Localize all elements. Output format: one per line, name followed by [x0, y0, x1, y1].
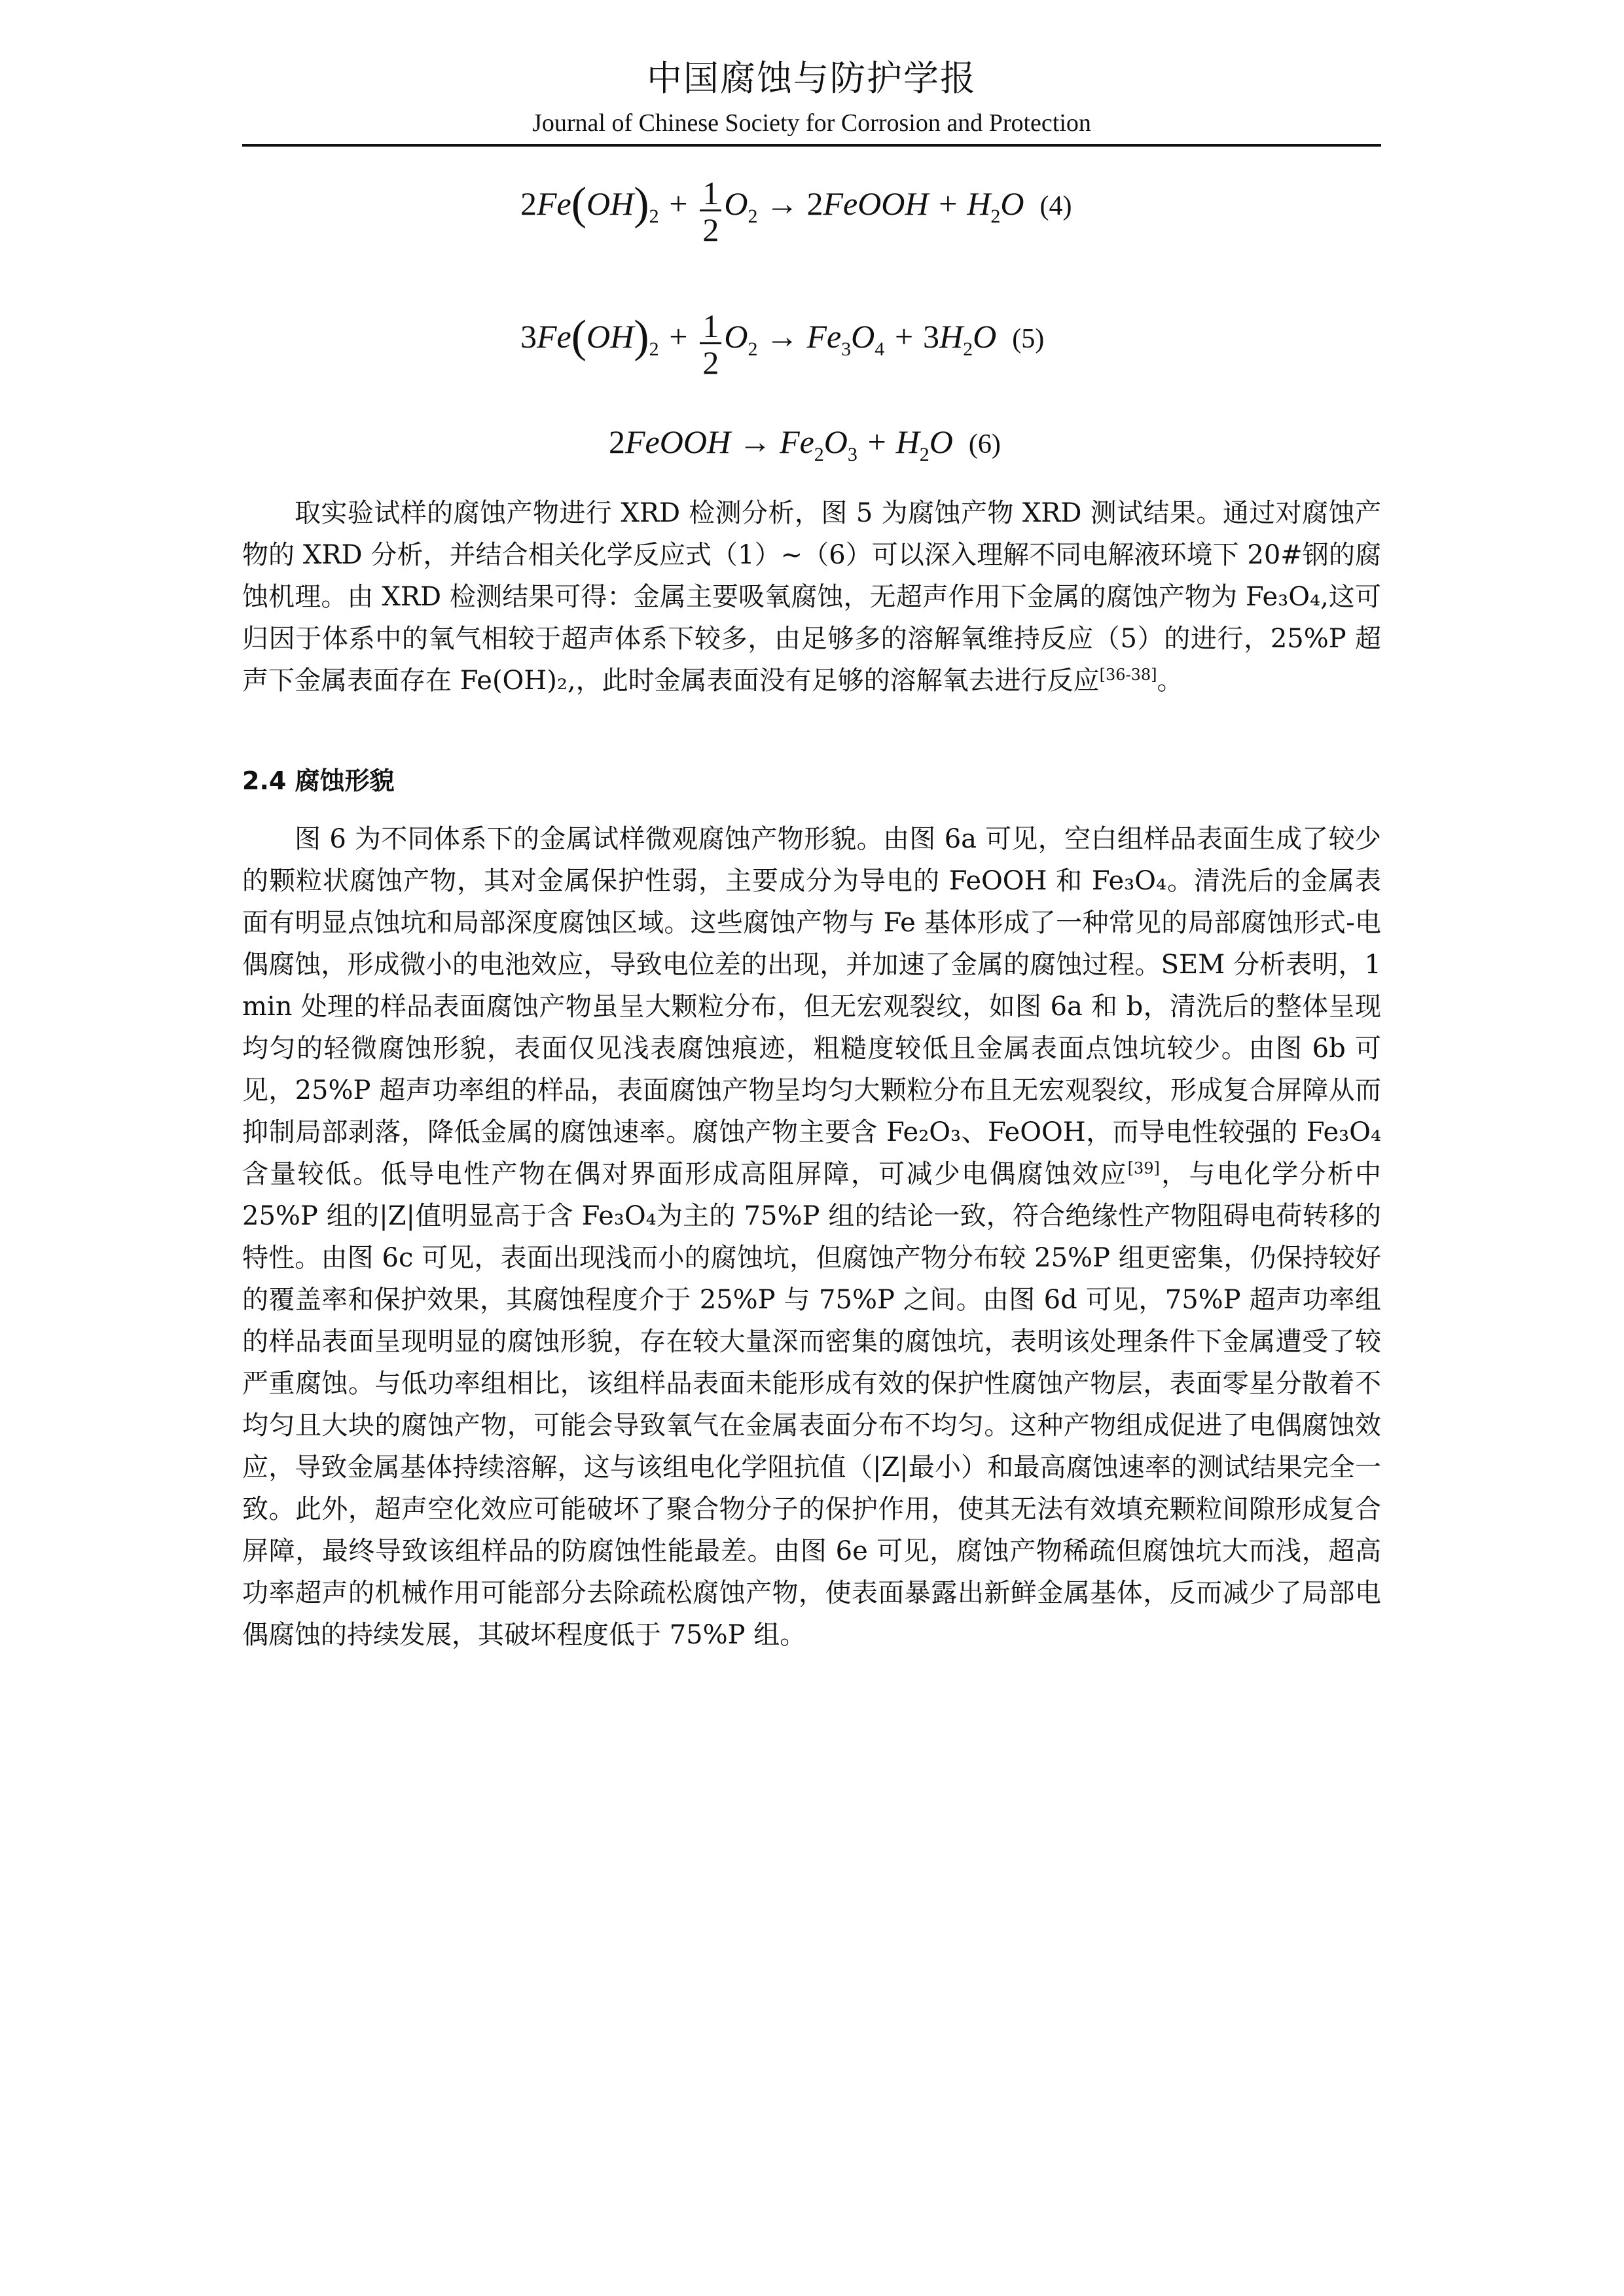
- equation-4-number: (4): [1039, 190, 1072, 221]
- equation-6: 2FeOOH → $Fe_2O_3 + H_2O$ (6): [609, 423, 1001, 465]
- section-heading: 2.4 腐蚀形貌: [242, 766, 395, 795]
- journal-subtitle: Journal of Chinese Society for Corrosion and Protection: [532, 109, 1091, 137]
- equation-6-number: (6): [968, 429, 1001, 459]
- paragraph-morphology-part2: ，与电化学分析中 25%P 组的|Z|值明显高于含 Fe₃O₄为主的 75%P 组的结论一致，符合绝缘性产物阻碍电荷转移的特性。由图 6c 可见，表面出现浅而小的腐蚀坑，但腐蚀产物分布较 25%P 组更密集，仍保持较好的覆盖率和保护效果，其腐蚀程度介于 25%P 与 75%P 之间。由图 6d 可见，75%P 超声功率组的样品表面呈现明显的腐蚀形貌，存在较大量深而密集的腐蚀坑，表明该处理条件下金属遭受了较严重腐蚀。与低功率组相比，该组样品表面未能形成有效的保护性腐蚀产物层，表面零星分散着不均匀且大块的腐蚀产物，可能会导致氧气在金属表面分布不均匀。这种产物组成促进了电偶腐蚀效应，导致金属基体持续溶解，这与该组电化学阻抗值（|Z|最小）和最高腐蚀速率的测试结果完全一致。此外，超声空化效应可能破坏了聚合物分子的保护作用，使其无法有效填充颗粒间隙形成复合屏障，最终导致该组样品的防腐蚀性能最差。由图 6e 可见，腐蚀产物稀疏但腐蚀坑大而浅，超高功率超声的机械作用可能部分去除疏松腐蚀产物，使表面暴露出新鲜金属基体，反而减少了局部电偶腐蚀的持续发展，其破坏程度低于 75%P 组。: [242, 1159, 1382, 1650]
- paragraph-xrd-end: 。: [1157, 666, 1183, 696]
- paragraph-morphology: [242, 818, 1381, 1656]
- header-rule: [242, 144, 1381, 147]
- citation-36-38: [36-38]: [1099, 666, 1157, 684]
- paragraph-xrd: [242, 492, 1381, 702]
- equation-4: $2Fe(OH)_2$ + $\frac{1}{2}$ $O_2$ → 2FeOOH + $H_2O$ (4): [520, 175, 1072, 248]
- equation-5-number: (5): [1012, 323, 1045, 354]
- equation-5: $3Fe(OH)_2$ + $\frac{1}{2}$ $O_2 \to Fe_3O_4 + 3H_2O$ (5): [520, 308, 1045, 381]
- paragraph-xrd-text: 取实验试样的腐蚀产物进行 XRD 检测分析，图 5 为腐蚀产物 XRD 测试结果。通过对腐蚀产物的 XRD 分析，并结合相关化学反应式（1）~（6）可以深入理解不同电解液环境下 20#钢的腐蚀机理。由 XRD 检测结果可得：金属主要吸氧腐蚀，无超声作用下金属的腐蚀产物为 Fe₃O₄,这可归因于体系中的氧气相较于超声体系下较多，由足够多的溶解氧维持反应（5）的进行，25%P 超声下金属表面存在 Fe(OH)₂,，此时金属表面没有足够的溶解氧去进行反应: [242, 498, 1381, 696]
- journal-title: 中国腐蚀与防护学报: [647, 58, 977, 99]
- paragraph-morphology-part1: 图 6 为不同体系下的金属试样微观腐蚀产物形貌。由图 6a 可见，空白组样品表面生成了较少的颗粒状腐蚀产物，其对金属保护性弱，主要成分为导电的 FeOOH 和 Fe₃O₄。清洗后的金属表面有明显点蚀坑和局部深度腐蚀区域。这些腐蚀产物与 Fe 基体形成了一种常见的局部腐蚀形式-电偶腐蚀，形成微小的电池效应，导致电位差的出现，并加速了金属的腐蚀过程。SEM 分析表明，1 min 处理的样品表面腐蚀产物虽呈大颗粒分布，但无宏观裂纹，如图 6a 和 b，清洗后的整体呈现均匀的轻微腐蚀形貌，表面仅见浅表腐蚀痕迹，粗糙度较低且金属表面点蚀坑较少。由图 6b 可见，25%P 超声功率组的样品，表面腐蚀产物呈均匀大颗粒分布且无宏观裂纹，形成复合屏障从而抑制局部剥落，降低金属的腐蚀速率。腐蚀产物主要含 Fe₂O₃、FeOOH，而导电性较强的 Fe₃O₄含量较低。低导电性产物在偶对界面形成高阻屏障，可减少电偶腐蚀效应: [242, 824, 1381, 1189]
- citation-39: [39]: [1127, 1159, 1160, 1177]
